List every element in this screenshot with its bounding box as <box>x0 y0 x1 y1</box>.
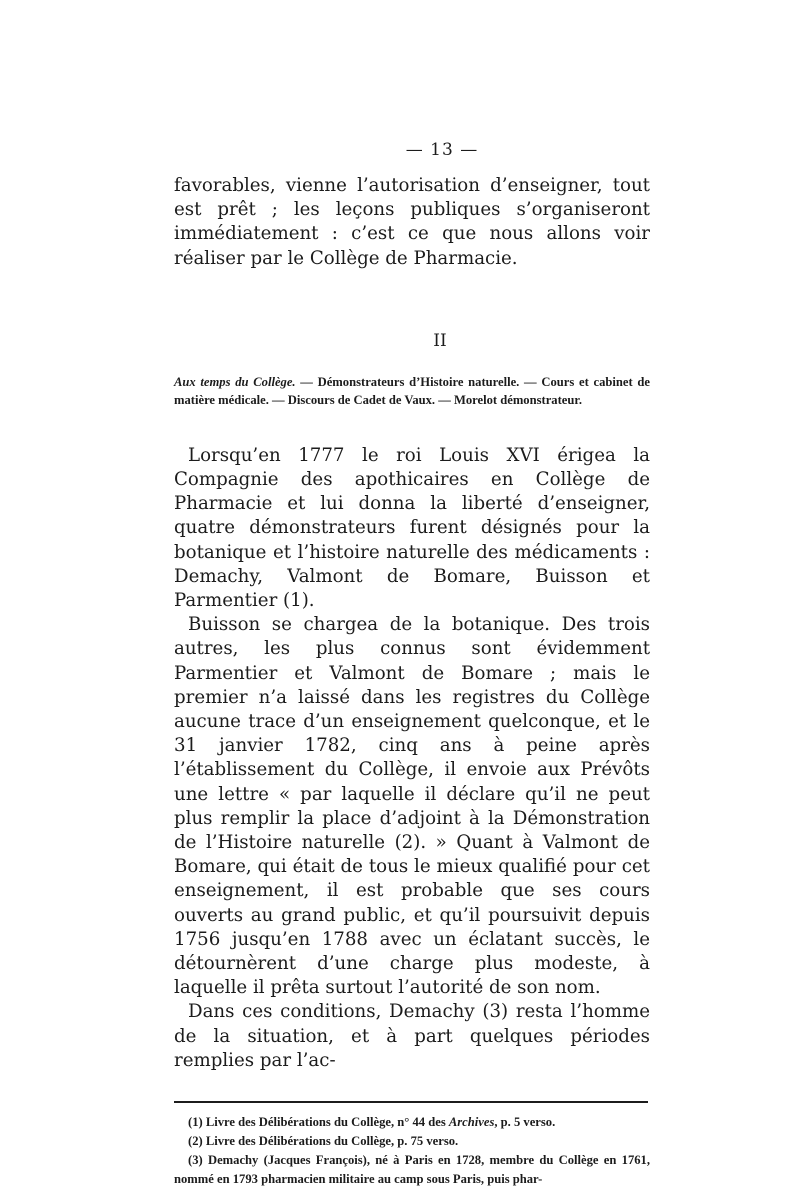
footnote-divider <box>174 1101 648 1103</box>
summary-text: — Démonstrateurs d’Histoire naturelle. — Cours et cabinet de matière médicale. — Discours de Cadet de Vaux. — Morelot démonstrateur. <box>174 374 650 408</box>
paragraph-1: Lorsqu’en 1777 le roi Louis XVI érigea la Compagnie des apothicaires en Collège de Pharmacie et lui donna la liberté d’enseigner, quatre démonstrateurs furent désignés pour la botanique et l’histoire naturelle des médicaments : Demachy, Valmont de Bomare, Buisson et Parmentier (1). <box>174 444 650 612</box>
footnote-1-italic: Archives <box>448 1115 495 1130</box>
paragraph-3: Dans ces conditions, Demachy (3) resta l’homme de la situation, et à part quelques périodes remplies par l’ac- <box>174 1001 650 1071</box>
footnote-1 <box>174 1113 650 1132</box>
footnote-1-text: (1) Livre des Délibérations du Collège, n° 44 des <box>188 1115 449 1130</box>
footnote-2: (2) Livre des Délibérations du Collège, p. 75 verso. <box>188 1134 459 1149</box>
opening-paragraph: favorables, vienne l’autorisation d’enseigner, tout est prêt ; les leçons publiques s’organiseront immédiatement : c’est ce que nous allons voir réaliser par le Collège de Pharmacie. <box>174 175 650 269</box>
paragraph-2: Buisson se chargea de la botanique. Des trois autres, les plus connus sont évidemment Parmentier et Valmont de Bomare ; mais le premier n’a laissé dans les registres du Collège aucune trace d’un enseignement quelconque, et le 31 janvier 1782, cinq ans à peine après l’établissement du Collège, il envoie aux Prévôts une lettre « par laquelle il déclare qu’il ne peut plus remplir la place d’adjoint à la Démonstration de l’Histoire naturelle (2). » Quant à Valmont de Bomare, qui était de tous le mieux qualifié pour cet enseignement, il est probable que ses cours ouverts au grand public, et qu’il poursuivit depuis 1756 jusqu’en 1788 avec un éclatant succès, le détournèrent d’une charge plus modeste, à laquelle il prêta surtout l’autorité de son nom. <box>174 614 650 999</box>
section-heading: II <box>433 330 447 351</box>
summary-italic-lead: Aux temps du Collège. <box>174 374 296 389</box>
footnote-1-end: , p. 5 verso. <box>494 1115 556 1130</box>
section-summary <box>174 373 650 410</box>
page-number: — 13 — <box>405 140 479 160</box>
footnotes <box>174 1113 650 1189</box>
book-page <box>174 140 650 1189</box>
footnote-3: (3) Demachy (Jacques François), né à Paris en 1728, membre du Collège en 1761, nommé en 1793 pharmacien militaire au camp sous Paris, puis phar- <box>174 1153 650 1187</box>
